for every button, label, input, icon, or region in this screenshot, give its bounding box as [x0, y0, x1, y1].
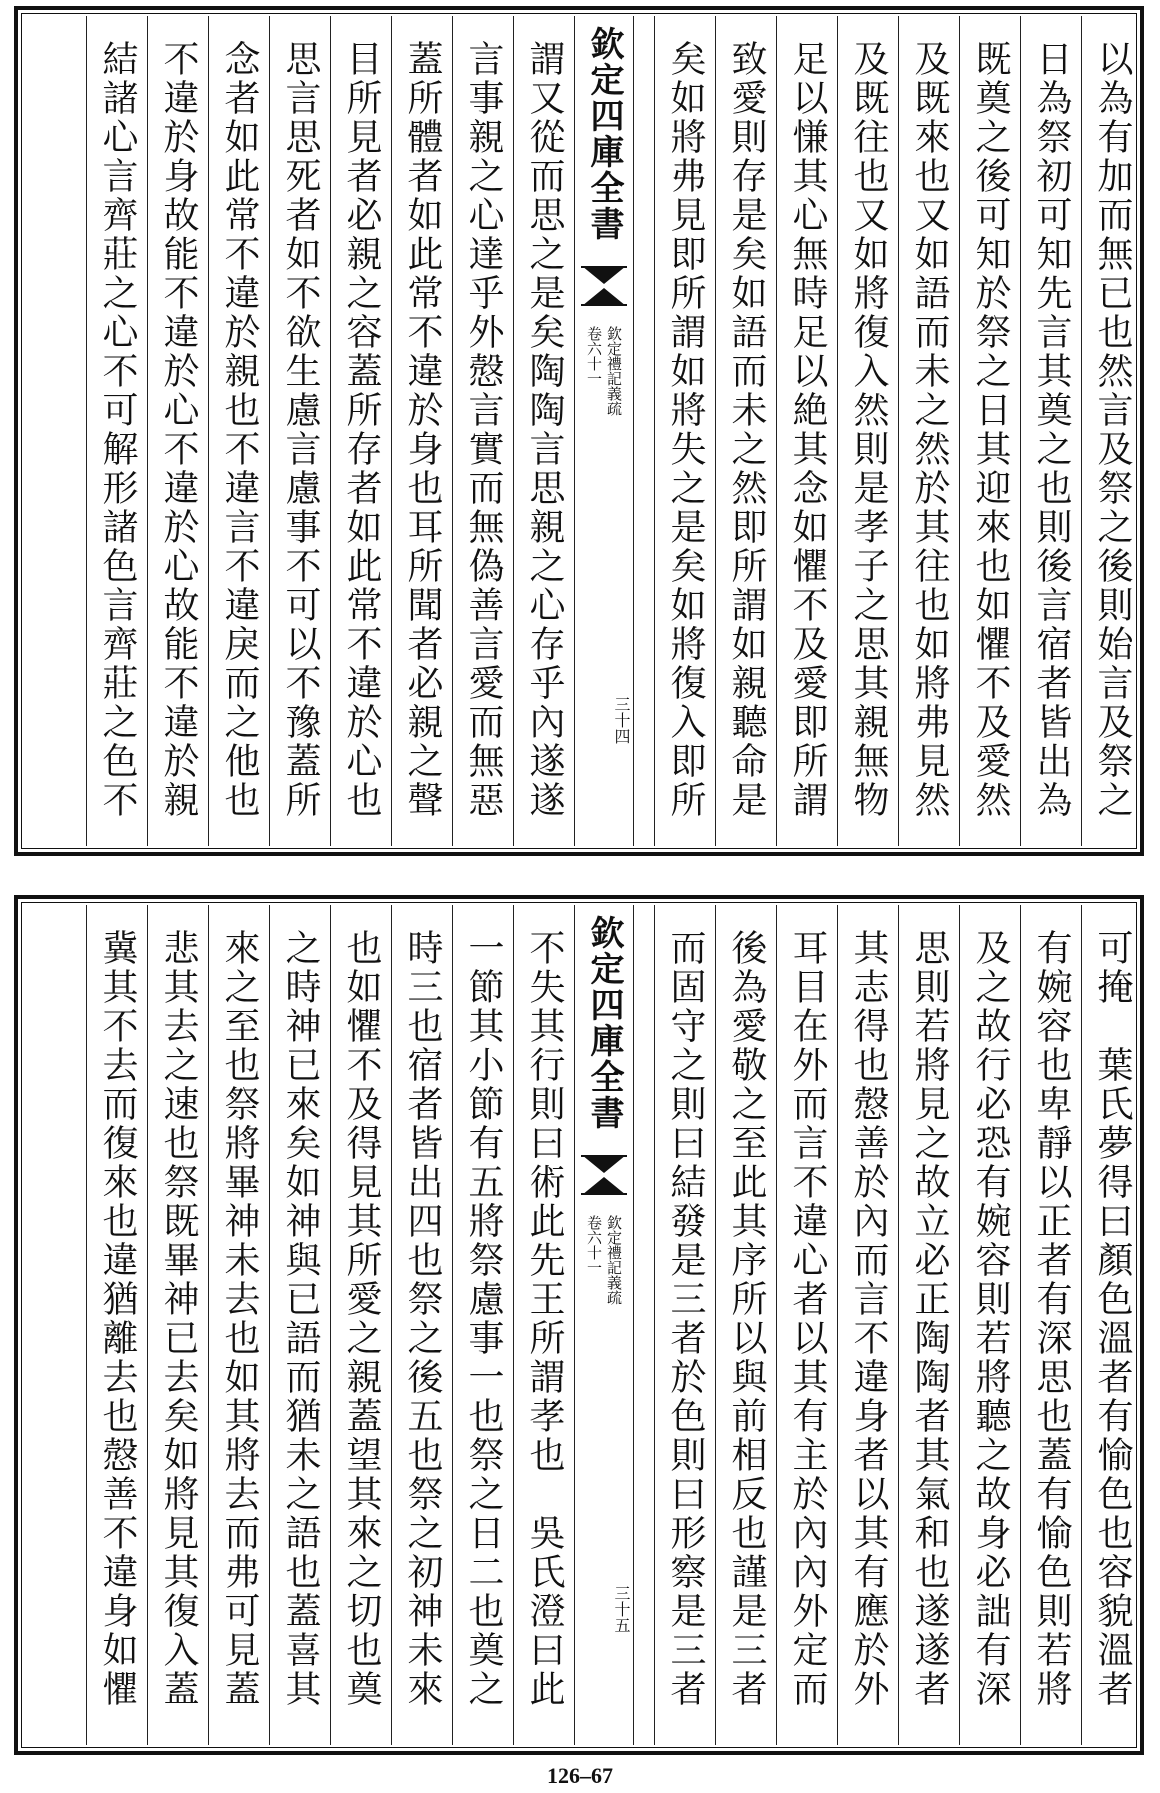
column-text: 之時神已來矣如神與已語而猶未之語也蓋喜其: [280, 929, 321, 1709]
page-footer-number: 126–67: [547, 1763, 613, 1788]
bottom-page: [14, 895, 1144, 1755]
column-text: 耳目在外而言不違心者以其有主於內內外定而: [787, 929, 828, 1709]
text-column: [1020, 905, 1081, 1745]
column-text: 及既往也又如將復入然則是孝子之思其親無物: [848, 40, 889, 820]
column-text: 來之至也祭將畢神未去也如其將去而弗可見蓋: [219, 929, 260, 1709]
text-column: [452, 16, 513, 846]
text-column: [86, 16, 147, 846]
column-text: 及既來也又如語而未之然於其往也如將弗見然: [909, 40, 950, 820]
text-column: [330, 16, 391, 846]
text-column: [452, 905, 513, 1745]
column-text: 日為祭初可知先言其奠之也則後言宿者皆出為: [1031, 40, 1072, 820]
text-column: [513, 905, 574, 1745]
column-text: 不違於身故能不違於心不違於心故能不違於親: [158, 40, 199, 820]
column-text: 而固守之則曰結發是三者於色則曰形察是三者: [665, 929, 706, 1709]
leaf-number: 三十五: [612, 1585, 631, 1633]
chapter-info: [575, 1215, 633, 1305]
text-column: [208, 905, 269, 1745]
book-title: 欽定四庫全書: [584, 26, 624, 242]
text-column: [715, 905, 776, 1745]
column-text: 時三也宿者皆出四也祭之後五也祭之初神未來: [402, 929, 443, 1709]
text-column: [959, 16, 1020, 846]
book-subtitle: 欽定禮記義疏: [605, 1215, 623, 1305]
text-column: [1081, 905, 1142, 1745]
bottom-columns: [24, 905, 1134, 1745]
column-text: 致愛則存是矣如語而未之然即所謂如親聽命是: [726, 40, 767, 820]
column-text: 冀其不去而復來也違猶離去也慤善不違身如懼: [97, 929, 138, 1709]
top-page: [14, 6, 1144, 856]
column-text: 言事親之心達乎外慤言實而無偽善言愛而無惡: [463, 40, 504, 820]
column-text: 以為有加而無已也然言及祭之後則始言及祭之: [1092, 40, 1133, 820]
text-column: [513, 16, 574, 846]
text-column: [330, 905, 391, 1745]
column-text: 目所見者必親之容蓋所存者如此常不違於心也: [341, 40, 382, 820]
text-column: [776, 16, 837, 846]
column-text: 其志得也慤善於內而言不違身者以其有應於外: [848, 929, 889, 1709]
column-text: 謂又從而思之是矣陶陶言思親之心存乎內遂遂: [524, 40, 565, 820]
text-column: [391, 905, 452, 1745]
column-text: 矣如將弗見即所謂如將失之是矣如將復入即所: [665, 40, 706, 820]
page-center-label: [574, 905, 634, 1745]
text-column: [147, 16, 208, 846]
text-column: [898, 16, 959, 846]
column-text: 思則若將見之故立必正陶陶者其氣和也遂遂者: [909, 929, 950, 1709]
text-column: [959, 905, 1020, 1745]
text-column: [391, 16, 452, 846]
chapter-info: [575, 326, 633, 416]
text-column: [1081, 16, 1142, 846]
column-text: 思言思死者如不欲生慮言慮事不可以不豫蓋所: [280, 40, 321, 820]
fish-tail-ornament: [581, 1155, 627, 1195]
column-text: 一節其小節有五將祭慮事一也祭之日二也奠之: [463, 929, 504, 1709]
volume-label: 卷六十一: [585, 326, 603, 386]
column-text: 足以慊其心無時足以絶其念如懼不及愛即所謂: [787, 40, 828, 820]
text-column: [654, 16, 715, 846]
fish-tail-ornament: [581, 266, 627, 306]
text-column: [837, 16, 898, 846]
column-text: 念者如此常不違於親也不違言不違戾而之他也: [219, 40, 260, 820]
book-subtitle: 欽定禮記義疏: [605, 326, 623, 416]
top-columns: [24, 16, 1134, 846]
column-text: 可掩 葉氏夢得曰顏色溫者有愉色也容貌溫者: [1092, 929, 1133, 1709]
column-text: 後為愛敬之至此其序所以與前相反也謹是三者: [726, 929, 767, 1709]
text-column: [776, 905, 837, 1745]
column-text: 結諸心言齊莊之心不可解形諸色言齊莊之色不: [97, 40, 138, 820]
text-column: [208, 16, 269, 846]
text-column: [837, 905, 898, 1745]
column-text: 不失其行則曰術此先王所謂孝也 吳氏澄曰此: [524, 929, 565, 1709]
page-center-label: [574, 16, 634, 846]
book-title: 欽定四庫全書: [584, 915, 624, 1131]
column-text: 及之故行必恐有婉容則若將聽之故身必詘有深: [970, 929, 1011, 1709]
text-column: [1020, 16, 1081, 846]
text-column: [269, 905, 330, 1745]
text-column: [654, 905, 715, 1745]
column-text: 有婉容也卑靜以正者有深思也蓋有愉色則若將: [1031, 929, 1072, 1709]
text-column: [898, 905, 959, 1745]
leaf-number: 三十四: [612, 696, 631, 744]
column-text: 既奠之後可知於祭之日其迎來也如懼不及愛然: [970, 40, 1011, 820]
text-column: [269, 16, 330, 846]
text-column: [147, 905, 208, 1745]
column-text: 悲其去之速也祭既畢神已去矣如將見其復入蓋: [158, 929, 199, 1709]
text-column: [715, 16, 776, 846]
column-text: 蓋所體者如此常不違於身也耳所聞者必親之聲: [402, 40, 443, 820]
volume-label: 卷六十一: [585, 1215, 603, 1275]
text-column: [86, 905, 147, 1745]
column-text: 也如懼不及得見其所愛之親蓋望其來之切也奠: [341, 929, 382, 1709]
